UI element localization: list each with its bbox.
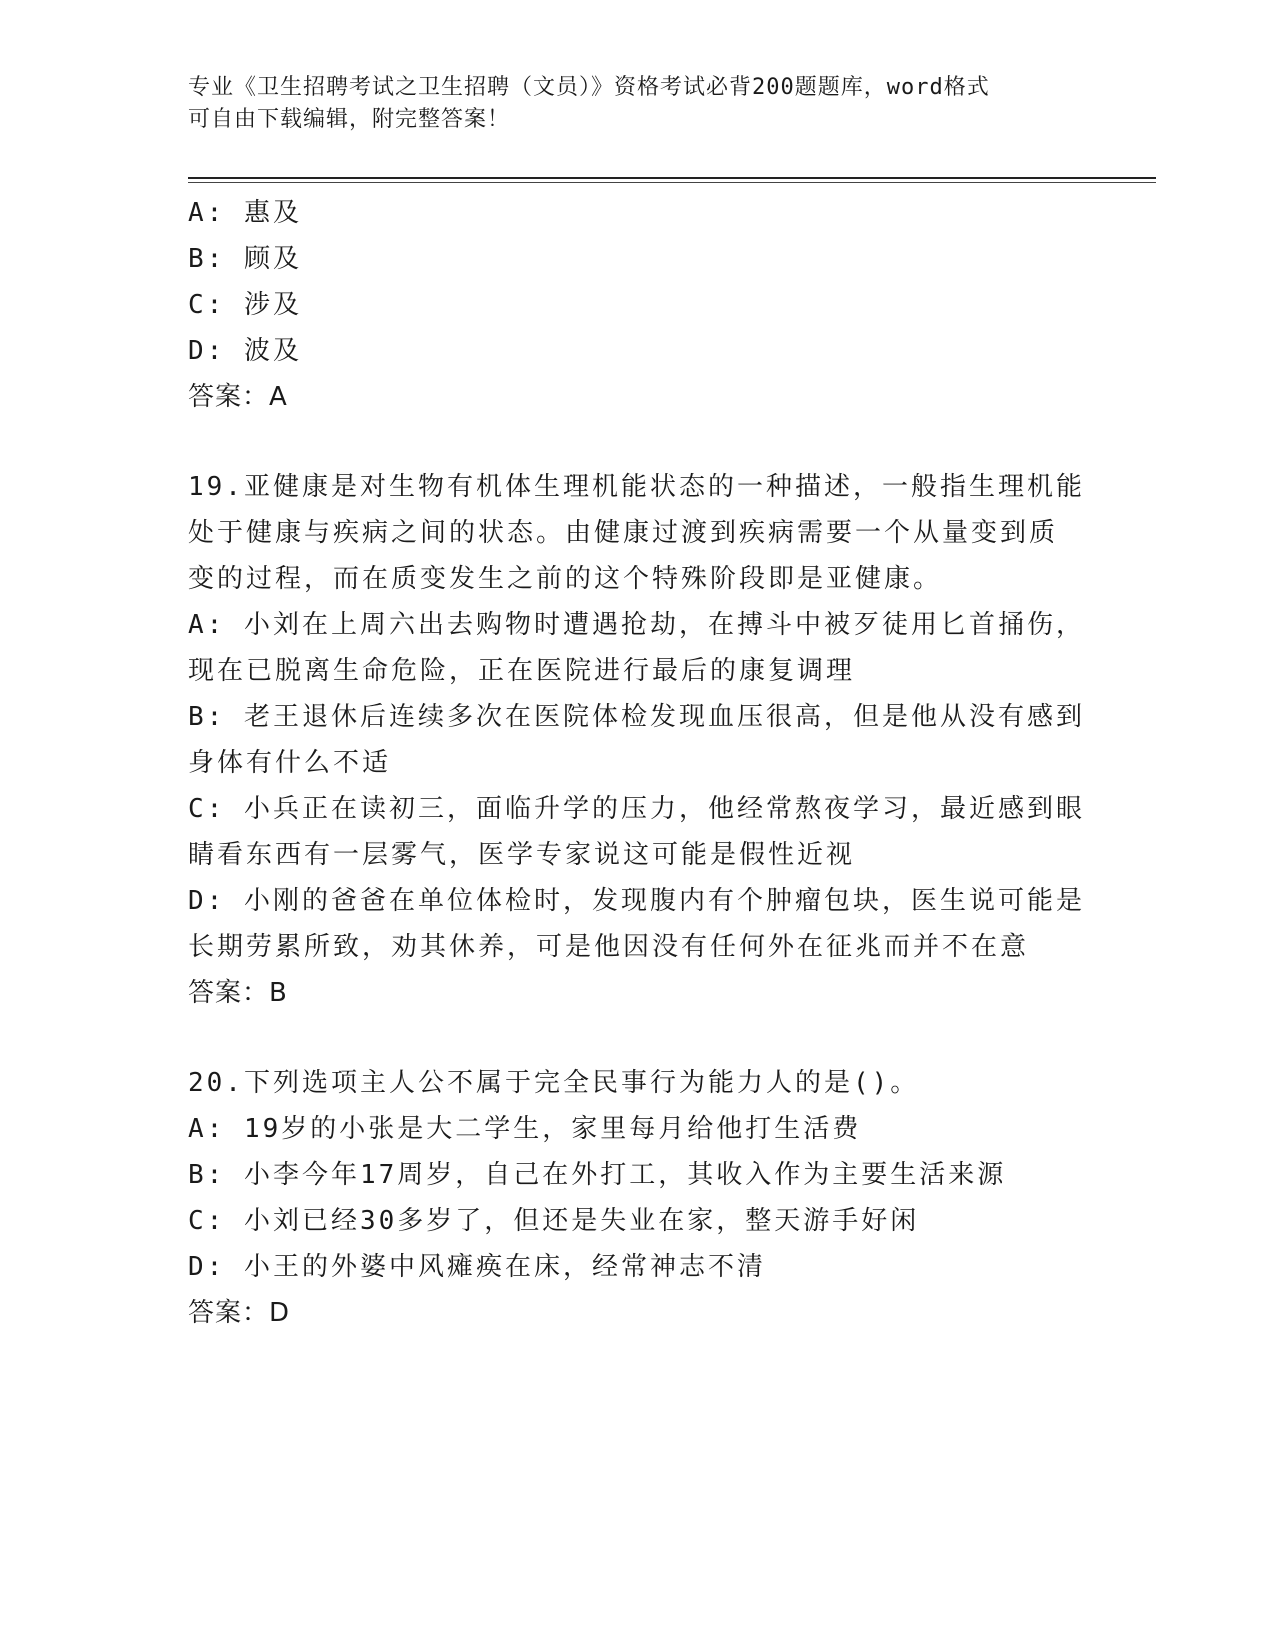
q19-option-d: D: 小刚的爸爸在单位体检时，发现腹内有个肿瘤包块，医生说可能是: [188, 886, 1085, 916]
header-divider-thin: [188, 182, 1156, 183]
q19-option-b-cont: 身体有什么不适: [188, 748, 392, 778]
q18-option-c: C: 涉及: [188, 290, 302, 320]
q19-option-d-cont: 长期劳累所致，劝其休养，可是他因没有任何外在征兆而并不在意: [188, 932, 1030, 962]
q18-option-b: B: 顾及: [188, 244, 302, 274]
q20-stem: 20.下列选项主人公不属于完全民事行为能力人的是()。: [188, 1068, 920, 1098]
q20-answer: 答案：D: [188, 1298, 291, 1328]
q20-option-c: C: 小刘已经30多岁了，但还是失业在家，整天游手好闲: [188, 1206, 920, 1236]
document-header: [188, 72, 1088, 136]
q18-option-a: A: 惠及: [188, 198, 302, 228]
spacer: [188, 420, 1088, 464]
q19-option-a: A: 小刘在上周六出去购物时遭遇抢劫，在搏斗中被歹徒用匕首捅伤，: [188, 610, 1085, 640]
q20-option-a: A: 19岁的小张是大二学生，家里每月给他打生活费: [188, 1114, 862, 1144]
q19-stem-line: 19.亚健康是对生物有机体生理机能状态的一种描述，一般指生理机能: [188, 472, 1085, 502]
q19-stem-line: 变的过程，而在质变发生之前的这个特殊阶段即是亚健康。: [188, 564, 943, 594]
q19-option-b: B: 老王退休后连续多次在医院体检发现血压很高，但是他从没有感到: [188, 702, 1085, 732]
q20-option-b: B: 小李今年17周岁，自己在外打工，其收入作为主要生活来源: [188, 1160, 1007, 1190]
question-19-block: [188, 464, 1088, 1016]
q19-option-c-cont: 睛看东西有一层雾气，医学专家说这可能是假性近视: [188, 840, 856, 870]
header-line-1: 专业《卫生招聘考试之卫生招聘（文员）》资格考试必背200题题库，word格式: [188, 75, 990, 100]
q19-option-a-cont: 现在已脱离生命危险，正在医院进行最后的康复调理: [188, 656, 856, 686]
q19-option-c: C: 小兵正在读初三，面临升学的压力，他经常熬夜学习，最近感到眼: [188, 794, 1085, 824]
question-20-block: [188, 1060, 1088, 1336]
q20-option-d: D: 小王的外婆中风瘫痪在床，经常神志不清: [188, 1252, 766, 1282]
spacer: [188, 1016, 1088, 1060]
q18-option-d: D: 波及: [188, 336, 302, 366]
q19-answer: 答案：B: [188, 978, 288, 1008]
header-divider-thick: [188, 177, 1156, 179]
header-line-2: 可自由下载编辑，附完整答案！: [188, 107, 511, 132]
q19-stem-line: 处于健康与疾病之间的状态。由健康过渡到疾病需要一个从量变到质: [188, 518, 1059, 548]
question-content: [188, 190, 1088, 1336]
question-18-block: [188, 190, 1088, 420]
q18-answer: 答案：A: [188, 382, 288, 412]
